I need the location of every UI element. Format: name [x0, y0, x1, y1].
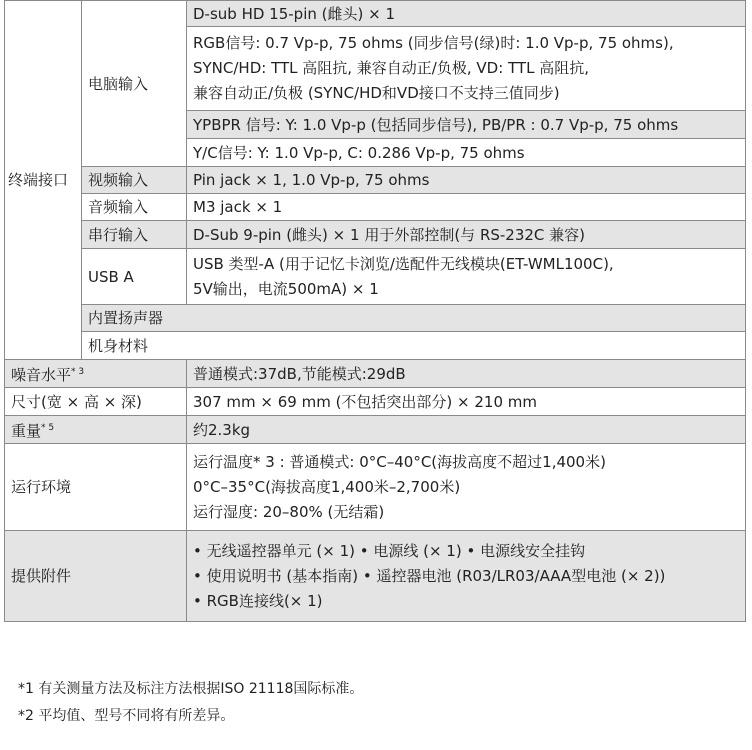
size-label: 尺寸(宽 × 高 × 深) — [5, 388, 187, 416]
video-value: Pin jack × 1, 1.0 Vp-p, 75 ohms — [187, 167, 746, 194]
acc-line-2: • 使用说明书 (基本指南) • 遥控器电池 (R03/LR03/AAA型电池 (× 2)) — [193, 566, 666, 585]
rgb-value — [187, 27, 746, 111]
pc-input-label-cell — [82, 1, 187, 167]
noise-value: 普通模式:37dB,节能模式:29dB — [187, 360, 746, 388]
audio-label: 音频输入 — [82, 194, 187, 221]
rgb-line-2: SYNC/HD: TTL 高阻抗, 兼容自动正/负极, VD: TTL 高阻抗, — [193, 59, 589, 77]
usb-line-1: USB 类型-A (用于记忆卡浏览/选配件无线模块(ET-WML100C), — [193, 254, 614, 273]
table-row — [5, 221, 746, 249]
rgb-line-1: RGB信号: 0.7 Vp-p, 75 ohms (同步信号(绿)时: 1.0 Vp-p, 75 ohms), — [193, 34, 674, 52]
table-row — [5, 249, 746, 305]
video-label: 视频输入 — [82, 167, 187, 194]
speaker-label: 内置扬声器 — [82, 305, 746, 332]
weight-value: 约2.3kg — [187, 416, 746, 444]
usb-label: USB A — [82, 249, 187, 305]
env-line-3: 运行湿度: 20–80% (无结霜) — [193, 502, 385, 521]
acc-label: 提供附件 — [5, 531, 187, 622]
table-row — [5, 194, 746, 221]
weight-sup: * 5 — [41, 423, 55, 433]
env-label: 运行环境 — [5, 444, 187, 531]
acc-line-1: • 无线遥控器单元 (× 1) • 电源线 (× 1) • 电源线安全挂钩 — [193, 541, 586, 560]
dsub-value: D-sub HD 15-pin (雌头) × 1 — [187, 1, 746, 27]
table-row — [5, 167, 746, 194]
table-row — [5, 444, 746, 531]
acc-line-3: • RGB连接线(× 1) — [193, 591, 323, 610]
serial-label: 串行输入 — [82, 221, 187, 249]
material-label: 机身材料 — [82, 332, 746, 360]
table-row — [5, 1, 746, 27]
ypbpr-value: YPBPR 信号: Y: 1.0 Vp-p (包括同步信号), PB/PR : 0.7 Vp-p, 75 ohms — [187, 111, 746, 139]
footnote-2: *2 平均值、型号不同将有所差异。 — [18, 708, 235, 724]
usb-line-2: 5V输出，电流500mA) × 1 — [193, 279, 379, 298]
footnotes — [18, 676, 363, 730]
size-value: 307 mm × 69 mm (不包括突出部分) × 210 mm — [187, 388, 746, 416]
yc-value: Y/C信号: Y: 1.0 Vp-p, C: 0.286 Vp-p, 75 ohms — [187, 139, 746, 167]
acc-value — [187, 531, 746, 622]
usb-value — [187, 249, 746, 305]
audio-value: M3 jack × 1 — [187, 194, 746, 221]
pc-input-label: 电脑输入 — [88, 74, 149, 93]
rgb-line-3: 兼容自动正/负极 (SYNC/HD和VD接口不支持三值同步) — [193, 84, 560, 102]
table-row — [5, 416, 746, 444]
spec-table — [4, 0, 746, 622]
noise-label: 噪音水平 — [11, 366, 72, 384]
serial-value: D-Sub 9-pin (雌头) × 1 用于外部控制(与 RS-232C 兼容) — [187, 221, 746, 249]
table-row — [5, 360, 746, 388]
table-row — [5, 305, 746, 332]
footnote-1: *1 有关测量方法及标注方法根据ISO 21118国际标准。 — [18, 681, 364, 697]
table-row — [5, 531, 746, 622]
env-line-1: 运行温度* 3 : 普通模式: 0°C–40°C(海拔高度不超过1,400米) — [193, 452, 606, 471]
table-row — [5, 332, 746, 360]
terminal-label-cell — [5, 1, 82, 360]
table-row — [5, 388, 746, 416]
noise-label-cell — [5, 360, 187, 388]
env-line-2: 0°C–35°C(海拔高度1,400米–2,700米) — [193, 477, 461, 496]
weight-label-cell — [5, 416, 187, 444]
weight-label: 重量 — [11, 422, 42, 440]
noise-sup: * 3 — [71, 367, 85, 377]
terminal-label: 终端接口 — [8, 171, 69, 189]
env-value — [187, 444, 746, 531]
